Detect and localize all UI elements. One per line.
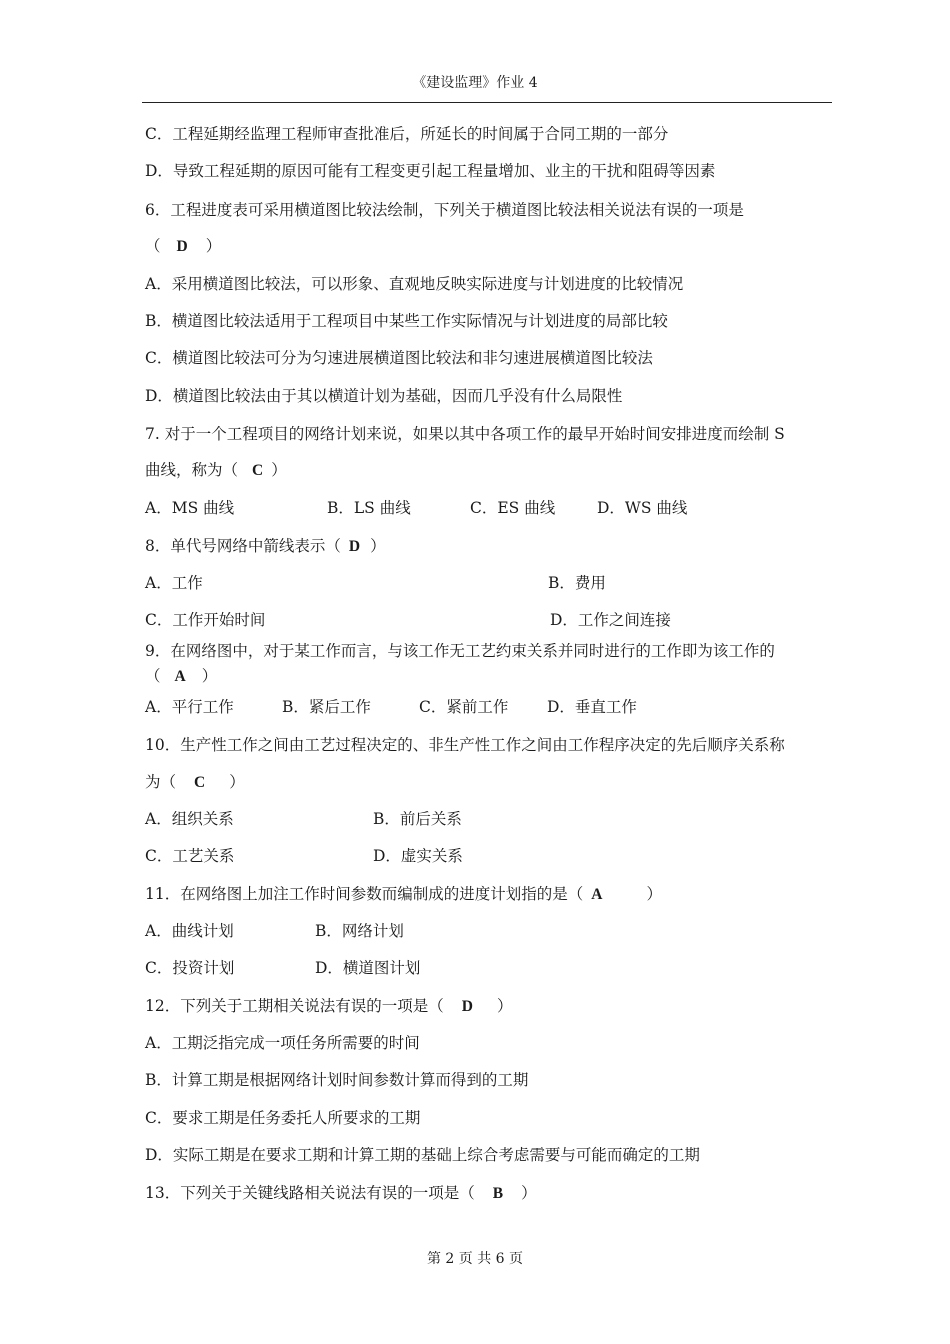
option-d-q12: D．实际工期是在要求工期和计算工期的基础上综合考虑需要与可能而确定的工期 xyxy=(145,1146,700,1164)
answer-q6: D xyxy=(176,238,188,255)
question-6-answer-line xyxy=(145,236,221,257)
paren-open: （ xyxy=(145,667,161,685)
option-c-q5: C．工程延期经监理工程师审查批准后，所延长的时间属于合同工期的一部分 xyxy=(145,125,669,143)
paren-open: （ xyxy=(145,237,161,255)
option-b-q9: B．紧后工作 xyxy=(282,698,371,716)
question-10-text: 10．生产性工作之间由工艺过程决定的、非生产性工作之间由工作程序决定的先后顺序关系称 xyxy=(145,736,785,754)
question-12-text xyxy=(145,996,512,1017)
option-a-q9: A．平行工作 xyxy=(145,698,234,716)
option-c-q9: C．紧前工作 xyxy=(419,698,509,716)
question-10-answer-line xyxy=(145,772,245,793)
page-header: 《建设监理》作业 4 xyxy=(412,75,538,91)
answer-q9: A xyxy=(174,668,186,685)
paren-close: ） xyxy=(201,667,218,685)
question-7-tail: 曲线，称为（ xyxy=(145,461,239,479)
option-c-q12: C．要求工期是任务委托人所要求的工期 xyxy=(145,1109,421,1127)
paren-close: ） xyxy=(496,997,513,1015)
option-d-q7: D．WS 曲线 xyxy=(597,499,688,517)
option-c-q11: C．投资计划 xyxy=(145,959,235,977)
option-d-q6: D．横道图比较法由于其以横道计划为基础，因而几乎没有什么局限性 xyxy=(145,387,623,405)
question-13-stem: 13．下列关于关键线路相关说法有误的一项是（ xyxy=(145,1184,475,1202)
option-a-q8: A．工作 xyxy=(145,574,203,592)
option-d-q8: D．工作之间连接 xyxy=(550,611,671,629)
question-11-stem: 11．在网络图上加注工作时间参数而编制成的进度计划指的是（ xyxy=(145,885,584,903)
answer-q8: D xyxy=(348,538,361,555)
paren-close: ） xyxy=(205,237,222,255)
option-d-q5: D．导致工程延期的原因可能有工程变更引起工程量增加、业主的干扰和阻碍等因素 xyxy=(145,162,716,180)
question-8-text xyxy=(145,536,386,557)
question-8-stem: 8．单代号网络中箭线表示（ xyxy=(145,537,341,555)
question-7-text: 7. 对于一个工程项目的网络计划来说，如果以其中各项工作的最早开始时间安排进度而绘制 S xyxy=(145,425,785,443)
option-b-q8: B．费用 xyxy=(548,574,606,592)
option-b-q10: B．前后关系 xyxy=(373,810,462,828)
option-c-q7: C．ES 曲线 xyxy=(470,499,556,517)
answer-q13: B xyxy=(492,1185,504,1202)
question-12-stem: 12．下列关于工期相关说法有误的一项是（ xyxy=(145,997,444,1015)
option-a-q10: A．组织关系 xyxy=(145,810,234,828)
option-a-q7: A．MS 曲线 xyxy=(145,499,235,517)
option-d-q9: D．垂直工作 xyxy=(547,698,637,716)
option-c-q10: C．工艺关系 xyxy=(145,847,235,865)
paren-close: ） xyxy=(521,1184,537,1202)
paren-close: ） xyxy=(271,461,287,479)
option-a-q12: A．工期泛指完成一项任务所需要的时间 xyxy=(145,1034,420,1052)
question-9-answer-line xyxy=(145,666,217,687)
paren-close: ） xyxy=(229,773,245,791)
option-d-q10: D．虚实关系 xyxy=(373,847,463,865)
answer-q10: C xyxy=(194,774,206,791)
header-rule xyxy=(142,102,832,103)
page-footer: 第 2 页 共 6 页 xyxy=(426,1251,524,1267)
question-10-tail: 为（ xyxy=(145,773,177,791)
option-a-q6: A．采用横道图比较法，可以形象、直观地反映实际进度与计划进度的比较情况 xyxy=(145,275,684,293)
paren-close: ） xyxy=(370,537,386,555)
option-b-q6: B．横道图比较法适用于工程项目中某些工作实际情况与计划进度的局部比较 xyxy=(145,312,668,330)
answer-q7: C xyxy=(252,462,264,479)
question-9-text: 9．在网络图中，对于某工作而言，与该工作无工艺约束关系并同时进行的工作即为该工作的 xyxy=(145,642,775,660)
question-13-text xyxy=(145,1183,537,1204)
option-d-q11: D．横道图计划 xyxy=(315,959,421,977)
option-b-q7: B．LS 曲线 xyxy=(327,499,411,517)
paren-close: ） xyxy=(646,885,662,903)
question-6-text: 6．工程进度表可采用横道图比较法绘制，下列关于横道图比较法相关说法有误的一项是 xyxy=(145,201,744,219)
question-11-text xyxy=(145,884,662,905)
answer-q11: A xyxy=(591,886,603,903)
option-a-q11: A．曲线计划 xyxy=(145,922,234,940)
question-7-answer-line xyxy=(145,460,287,481)
option-c-q8: C．工作开始时间 xyxy=(145,611,266,629)
option-b-q11: B．网络计划 xyxy=(315,922,404,940)
option-c-q6: C．横道图比较法可分为匀速进展横道图比较法和非匀速进展横道图比较法 xyxy=(145,349,653,367)
option-b-q12: B．计算工期是根据网络计划时间参数计算而得到的工期 xyxy=(145,1071,529,1089)
answer-q12: D xyxy=(461,998,473,1015)
